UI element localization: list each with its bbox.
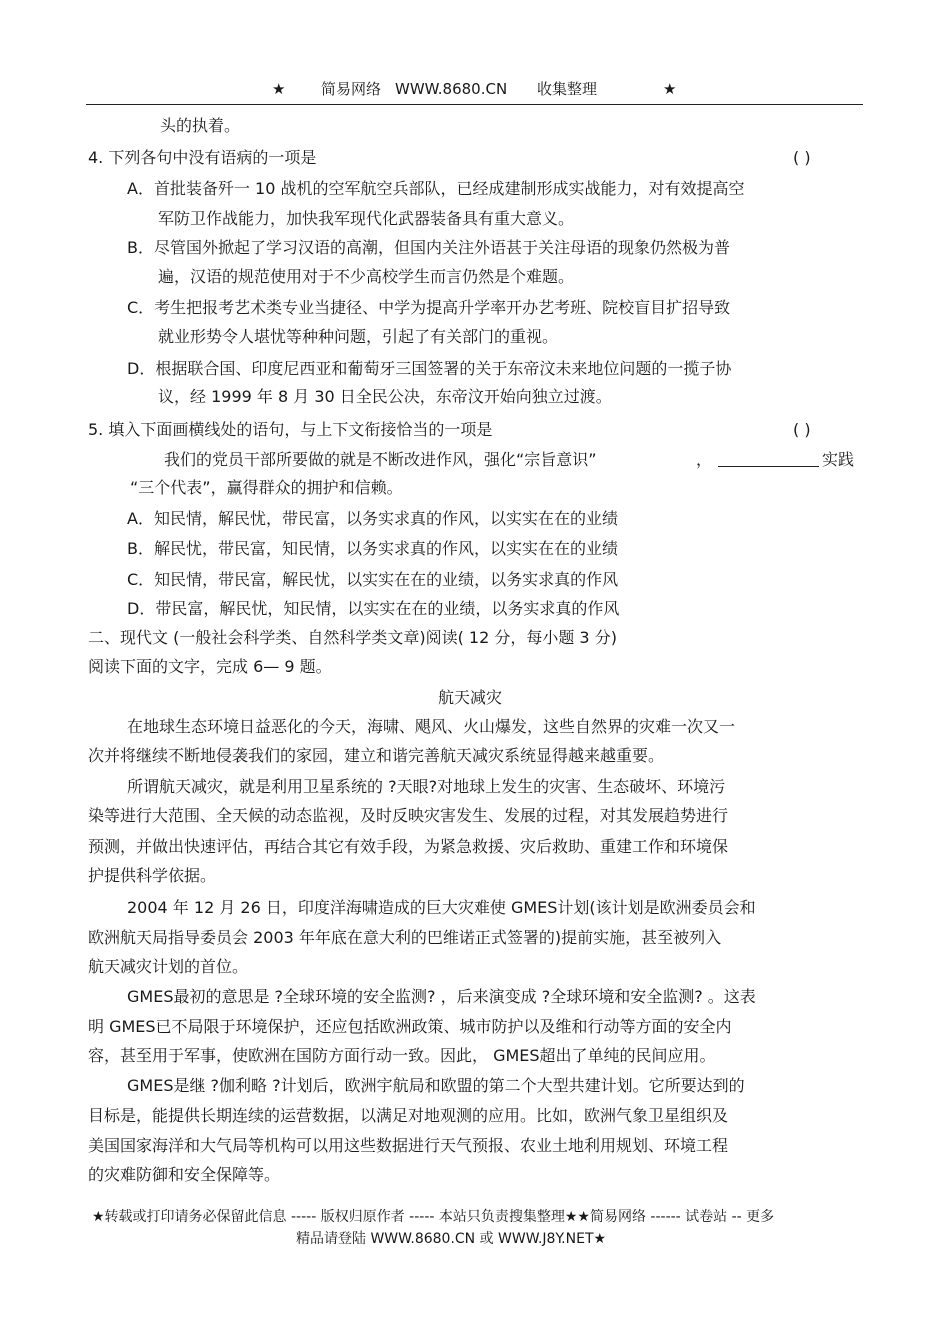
paragraph-line: 所谓航天减灾，就是利用卫星系统的 ?天眼?对地球上发生的灾害、生态破坏、环境污 (127, 777, 726, 796)
header-url: WWW.8680.CN (395, 80, 508, 98)
question-4: 4. 下列各句中没有语病的一项是 (88, 148, 317, 167)
paragraph-line: 护提供科学依据。 (88, 866, 217, 885)
section-heading: 二、现代文 (一般社会科学类、自然科学类文章)阅读( 12 分，每小题 3 分) (88, 628, 617, 647)
paragraph-line: 明 GMES已不局限于环境保护，还应包括欧洲政策、城市防护以及维和行动等方面的安全内 (88, 1017, 732, 1036)
paragraph-line: 美国国家海洋和大气局等机构可以用这些数据进行天气预报、农业土地利用规划、环境工程 (88, 1136, 729, 1155)
article-title: 航天减灾 (438, 688, 503, 707)
option-4d: D．根据联合国、印度尼西亚和葡萄牙三国签署的关于东帝汶未来地位问题的一揽子协 (127, 359, 732, 378)
paragraph-line: GMES最初的意思是 ?全球环境的安全监测? ，后来演变成 ?全球环境和安全监测? 。这表 (127, 987, 756, 1006)
option-5b: B．解民忧，带民富，知民情，以务实求真的作风，以实实在在的业绩 (127, 539, 618, 558)
answer-paren-5: ( ) (793, 420, 811, 439)
header-site-name: 简易网络 (321, 80, 382, 98)
paragraph-line: 的灾难防御和安全保障等。 (88, 1165, 281, 1184)
option-5d: D．带民富，解民忧，知民情，以实实在在的业绩，以务实求真的作风 (127, 599, 620, 618)
option-4d-cont: 议，经 1999 年 8 月 30 日全民公决，东帝汶开始向独立过渡。 (158, 387, 612, 406)
question-5-comma: ， (696, 450, 713, 469)
reading-instruction: 阅读下面的文字，完成 6— 9 题。 (88, 657, 332, 676)
footer-links: 精品请登陆 WWW.8680.CN 或 WWW.J8Y.NET★ (296, 1231, 607, 1247)
paragraph-line: 在地球生态环境日益恶化的今天，海啸、飓风、火山爆发，这些自然界的灾难一次又一 (127, 717, 736, 736)
paragraph-line: 预测，并做出快速评估，再结合其它有效手段，为紧急救援、灾后救助、重建工作和环境保 (88, 837, 729, 856)
answer-paren-4: ( ) (793, 148, 811, 167)
paragraph-line: 染等进行大范围、全天候的动态监视，及时反映灾害发生、发展的过程，对其发展趋势进行 (88, 806, 729, 825)
paragraph-line: 次并将继续不断地侵袭我们的家园，建立和谐完善航天减灾系统显得越来越重要。 (88, 746, 665, 765)
option-4c-cont: 就业形势令人堪忧等种种问题，引起了有关部门的重视。 (158, 327, 559, 346)
header-star-right: ★ (663, 80, 677, 98)
paragraph-line: 航天减灾计划的首位。 (88, 957, 249, 976)
paragraph-line: 2004 年 12 月 26 日，印度洋海啸造成的巨大灾难使 GMES计划(该计划是欧洲委员会和 (127, 898, 756, 917)
option-5c: C．知民情，带民富，解民忧，以实实在在的业绩，以务实求真的作风 (127, 570, 619, 589)
question-5-sentence-cont: “三个代表”，赢得群众的拥护和信赖。 (130, 478, 403, 497)
header-tag: 收集整理 (537, 80, 598, 98)
paragraph-line: 欧洲航天局指导委员会 2003 年年底在意大利的巴维诺正式签署的)提前实施，甚至被列入 (88, 928, 722, 947)
question-5-sentence: 我们的党员干部所要做的就是不断改进作风，强化“宗旨意识” (164, 450, 597, 469)
paragraph-line: GMES是继 ?伽利略 ?计划后，欧洲宇航局和欧盟的第二个大型共建计划。它所要达到的 (127, 1076, 745, 1095)
option-5a: A．知民情，解民忧，带民富，以务实求真的作风，以实实在在的业绩 (127, 509, 618, 528)
header-star-left: ★ (272, 80, 286, 98)
option-4a: A．首批装备歼一 10 战机的空军航空兵部队，已经成建制形成实战能力，对有效提高空 (127, 179, 745, 198)
text-line: 头的执着。 (160, 116, 241, 135)
paragraph-line: 目标是，能提供长期连续的运营数据，以满足对地观测的应用。比如，欧洲气象卫星组织及 (88, 1106, 729, 1125)
option-4c: C．考生把报考艺术类专业当捷径、中学为提高升学率开办艺考班、院校盲目扩招导致 (127, 298, 731, 317)
footer-notice: ★转载或打印请务必保留此信息 ----- 版权归原作者 ----- 本站只负责搜集整理★★简易网络 ------ 试卷站 -- 更多 (92, 1209, 775, 1225)
option-4a-cont: 军防卫作战能力，加快我军现代化武器装备具有重大意义。 (158, 209, 575, 228)
question-5-sentence-end: 实践 (822, 450, 855, 469)
option-4b-cont: 遍，汉语的规范使用对于不少高校学生而言仍然是个难题。 (158, 267, 575, 286)
option-4b: B．尽管国外掀起了学习汉语的高潮，但国内关注外语甚于关注母语的现象仍然极为普 (127, 238, 730, 257)
fill-in-blank (718, 466, 819, 467)
question-5: 5. 填入下面画横线处的语句，与上下文衔接恰当的一项是 (88, 420, 493, 439)
header-divider (86, 104, 863, 105)
paragraph-line: 容，甚至用于军事，使欧洲在国防方面行动一致。因此， GMES超出了单纯的民间应用。 (88, 1046, 716, 1065)
